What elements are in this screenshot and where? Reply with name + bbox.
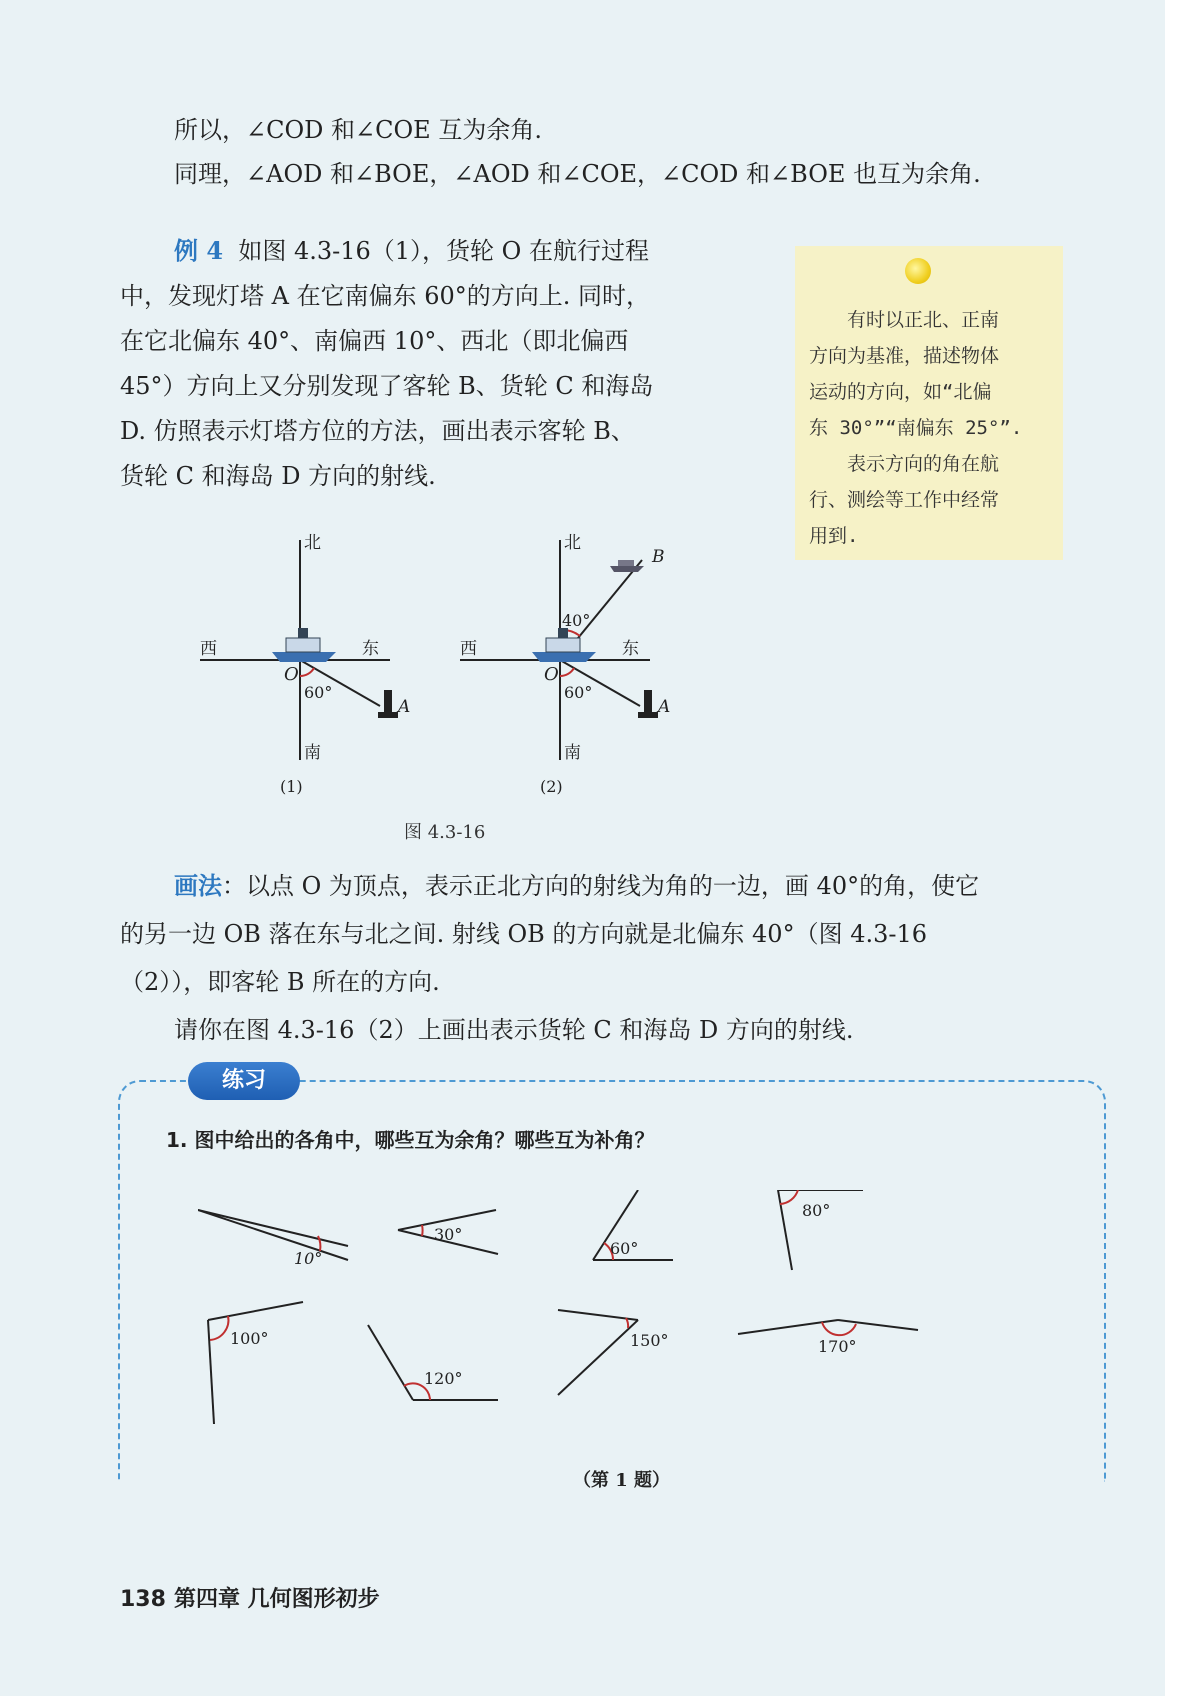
figure-1 (200, 530, 440, 800)
ship-icon (532, 628, 596, 662)
example-4 (120, 228, 730, 499)
angle-60 (593, 1190, 673, 1260)
fig2-angle-40: 40° (562, 611, 591, 630)
figure-caption: 图 4.3-16 (404, 822, 486, 843)
note-line-6: 行、测绘等工作中经常 (809, 489, 1000, 511)
method-label: 画法 (174, 871, 222, 900)
practice-section (118, 1068, 1104, 1491)
conclusion-line-2: 同理，∠AOD 和∠BOE，∠AOD 和∠COE，∠COD 和∠BOE 也互为余角. (174, 160, 981, 188)
lighthouse-icon (378, 690, 398, 718)
note-line-3: 运动的方向，如“北偏 (809, 381, 992, 403)
conclusion-lines (120, 108, 1080, 196)
angle-label-80: 80° (802, 1201, 831, 1220)
note-line-7: 用到. (809, 525, 859, 547)
fig2-north: 北 (564, 533, 581, 553)
example-line-3: 在它北偏东 40°、南偏西 10°、西北（即北偏西 (120, 327, 629, 355)
fig1-north: 北 (304, 533, 321, 553)
angle-label-60: 60° (610, 1239, 639, 1258)
fig2-point-a: A (658, 697, 671, 717)
conclusion-line-1: 所以，∠COD 和∠COE 互为余角. (174, 116, 542, 144)
page-number: 138 (120, 1587, 166, 1612)
angle-30 (398, 1210, 498, 1254)
angle-80 (778, 1190, 863, 1270)
note-dot-icon (905, 258, 931, 284)
angle-label-120: 120° (424, 1369, 463, 1388)
angle-label-10: 10° (294, 1249, 323, 1268)
practice-tag: 练习 (188, 1062, 300, 1100)
example-label: 例 4 (174, 236, 224, 265)
example-line-2: 中，发现灯塔 A 在它南偏东 60°的方向上. 同时， (120, 282, 651, 310)
example-line-6: 货轮 C 和海岛 D 方向的射线. (120, 462, 436, 490)
fig2-origin: O (544, 664, 559, 685)
note-line-2: 方向为基准，描述物体 (809, 345, 1000, 367)
angles-figure (198, 1190, 1088, 1470)
page-footer (120, 1582, 380, 1613)
fig2-sublabel: (2) (540, 777, 563, 796)
fig2-west: 西 (460, 639, 477, 659)
fig2-south: 南 (564, 743, 581, 763)
lighthouse-icon (638, 690, 658, 718)
fig1-south: 南 (304, 743, 321, 763)
angle-150 (558, 1310, 669, 1395)
angle-label-100: 100° (230, 1329, 269, 1348)
note-line-4: 东 30°”“南偏东 25°”. (809, 417, 1023, 439)
fig1-angle-60: 60° (304, 683, 333, 702)
example-line-5: D. 仿照表示灯塔方位的方法，画出表示客轮 B、 (120, 417, 635, 445)
example-line-1: 如图 4.3-16（1），货轮 O 在航行过程 (238, 237, 649, 265)
fig2-east: 东 (622, 639, 639, 659)
practice-caption: （第 1 题） (573, 1470, 671, 1491)
method-paragraph (120, 862, 1100, 1054)
angle-label-150: 150° (630, 1331, 669, 1350)
fig1-east: 东 (362, 639, 379, 659)
angle-label-30: 30° (434, 1225, 463, 1244)
figure-2 (460, 530, 700, 800)
fig2-angle-60: 60° (564, 683, 593, 702)
angle-label-170: 170° (818, 1337, 857, 1356)
method-line-4: 请你在图 4.3-16（2）上画出表示货轮 C 和海岛 D 方向的射线. (174, 1016, 854, 1044)
note-line-1: 有时以正北、正南 (847, 309, 1000, 331)
fig1-sublabel: (1) (280, 777, 303, 796)
note-line-5: 表示方向的角在航 (847, 453, 1000, 475)
side-note (795, 246, 1063, 560)
fig1-origin: O (284, 664, 299, 685)
chapter-title: 第四章 几何图形初步 (173, 1587, 380, 1612)
method-line-2: 的另一边 OB 落在东与北之间. 射线 OB 的方向就是北偏东 40°（图 4.3-16 (120, 920, 928, 948)
fig1-west: 西 (200, 639, 217, 659)
passenger-ship-icon (610, 560, 644, 572)
angle-170 (738, 1320, 918, 1356)
method-line-3: （2）），即客轮 B 所在的方向. (120, 968, 440, 996)
angle-100 (208, 1302, 303, 1424)
method-line-1: ：以点 O 为顶点，表示正北方向的射线为角的一边，画 40°的角，使它 (222, 872, 980, 900)
example-line-4: 45°）方向上又分别发现了客轮 B、货轮 C 和海岛 (120, 372, 654, 400)
practice-question-1: 1. 图中给出的各角中，哪些互为余角？哪些互为补角？ (166, 1128, 655, 1152)
fig2-point-b: B (652, 547, 665, 567)
fig1-point-a: A (398, 697, 411, 717)
ship-icon (272, 628, 336, 662)
angle-10 (198, 1210, 348, 1268)
angle-120 (368, 1325, 498, 1400)
